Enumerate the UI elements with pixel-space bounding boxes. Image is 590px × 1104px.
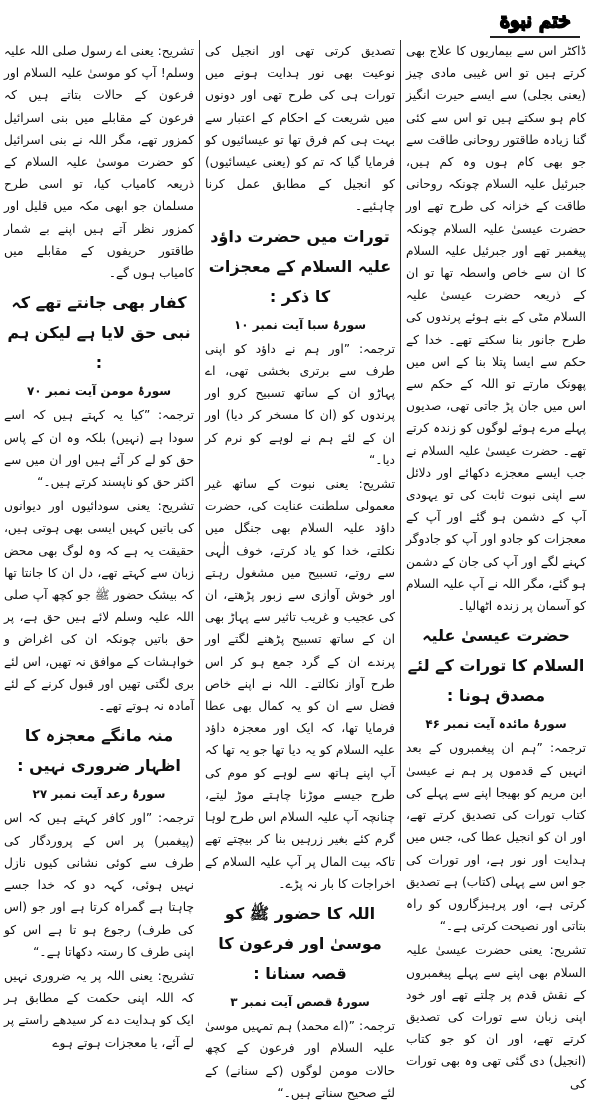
translation-paragraph: ترجمہ: ”کیا یہ کہتے ہیں کہ اسے سودا ہے (نہیں) بلکہ وہ ان کے پاس حق کو لے کر آئے ہیں اور ان میں سے اکثر حق کو ناپسند کرتے ہیں۔“ [4,408,194,490]
masthead-logo [490,6,580,38]
section-heading: حضرت عیسیٰ علیہ السلام کا تورات کے لئے مصدق ہونا : [407,626,585,706]
section-heading: منہ مانگے معجزہ کا اظہار ضروری نہیں : [17,726,181,776]
column-right [406,40,586,1091]
commentary-paragraph: تشریح: یعنی حضرت عیسیٰ علیہ السلام بھی اپنے سے پہلے پیغمبروں کے نقش قدم پر چلتے تھے اور خود اپنی زبان سے تورات کی تصدیق کرتے تھے، اور ان کو جو کتاب (انجیل) دی گئی تھی وہ بھی تورات کی [406,943,586,1091]
section-heading: تورات میں حضرت داؤد علیہ السلام کے معجزات کا ذکر : [208,226,392,306]
verse-reference: سورۂ قصص آیت نمبر ۳ [230,994,370,1009]
verse-reference: سورۂ مومن آیت نمبر ۷۰ [26,384,172,399]
paragraph: تصدیق کرتی تھی اور انجیل کی نوعیت بھی نور ہدایت ہونے میں تورات ہی کی طرح تھی اور دونوں میں شریعت کے احکام کے اعتبار سے بہت ہی کم فرق تھا تو عیسائیوں کو فرمایا گیا کہ تم کو (یعنی عیسائیوں) کو انجیل کے مطابق عمل کرنا چاہئیے۔ [205,44,395,214]
verse-reference: سورۂ سبا آیت نمبر ۱۰ [233,317,367,332]
commentary-paragraph: تشریح: یعنی اللہ پر یہ ضروری نہیں کہ اللہ اپنی حکمت کے مطابق ہر ایک کو ہدایت دے کر سیدھے راستے پر لے آئے، یا معجزات ہوتے ہوے [4,968,194,1050]
masthead-title: ختم نبوة [499,8,571,32]
column-divider [400,40,401,871]
translation-paragraph: ترجمہ: ”(اے محمد) ہم تمہیں موسیٰ علیہ السلام اور فرعون کے کچھ حالات مومن لوگوں (کے سنانے) کے لئے صحیح سناتے ہیں۔“ [205,1019,395,1100]
commentary-paragraph: تشریح: یعنی نبوت کے ساتھ غیر معمولی سلطنت عنایت کی، حضرت داؤد علیہ السلام بھی جنگل میں نکلتے، خدا کو یاد کرتے، خوف الٰہی سے روتے، تسبیح میں مشغول رہتے اور خوش آوازی سے زبور پڑھتے، ان کی عجیب و غریب تاثیر سے پہاڑ بھی ان کے ساتھ تسبیح پڑھنے لگتے اور پرندے ان کے گرد جمع ہو کر اس طرح آواز نکالتے۔ اللہ نے اپنے خاص فضل سے ان کو یہ کمال بھی عطا فرمایا تھا، کہ ایک اور معجزہ داؤد علیہ السلام کو یہ دیا تھا جو یہ تھا کہ آپ اپنے ہاتھ سے لوہے کو موم کی طرح جیسے موڑنا چاہتے موڑ لیتے، چنانچہ آپ علیہ السلام اس طرح لوہا گرم کئے بغیر زرہیں بنا کر بیچتے تھے تاکہ بیت المال پر آپ علیہ السلام کے اخراجات کا بار نہ پڑے۔ [205,477,395,891]
commentary-paragraph: تشریح: یعنی سودائیوں اور دیوانوں کی باتیں کہیں ایسی بھی ہوتی ہیں، حقیقت یہ ہے کہ وہ لوگ بھی محض زبان سے کہتے تھے، دل ان کا جانتا تھا کہ بیشک حضور ﷺ جو کچھ آپ صلی اللہ علیہ وسلم لائے ہیں حق ہے، پر حق باتیں چونکہ ان کی اغراض و خواہشات کے موافق نہ تھیں، اس لئے بری لگتی تھیں اور قبول کرنے کے لئے آمادہ نہ ہوتے تھے۔ [4,499,194,714]
commentary-paragraph: تشریح: یعنی اے رسول صلی اللہ علیہ وسلم! آپ کو موسیٰ علیہ السلام اور فرعون کے حالات بتاتے ہیں کہ فرعون کے مقابلے میں بنی اسرائیل کمزور تھے، مگر اللہ نے بنی اسرائیل کو حضرت موسیٰ علیہ السلام کے ذریعہ کامیاب کیا، تو اسی طرح مسلمان جو ابھی مکہ میں قلیل اور کمزور نظر آتے ہیں اپنے بے شمار طاقتور حریفوں کے مقابلے میں کامیاب ہوں گے۔ [4,44,194,281]
translation-paragraph: ترجمہ: ”اور کافر کہتے ہیں کہ اس (پیغمبر) پر اس کے پروردگار کی طرف سے کوئی نشانی کیوں نازل نہیں ہوئی، کہہ دو کہ خدا جسے چاہتا ہے گمراہ کرتا ہے اور جو (اس کی طرف) رجوع ہو تا ہے اس کو اپنی طرف کا رستہ دکھاتا ہے۔“ [4,811,194,959]
section-heading: اللہ کا حضور ﷺ کو موسیٰ اور فرعون کا قصہ سنانا : [218,903,382,983]
column-divider [199,40,200,871]
column-left [4,40,194,1050]
section-heading: کفار بھی جانتے تھے کہ نبی حق لایا ہے لیکن ہم : [7,293,191,373]
verse-reference: سورۂ رعد آیت نمبر ۲۷ [32,787,166,802]
column-middle [205,40,395,1100]
verse-reference: سورۂ مائدہ آیت نمبر ۴۶ [425,717,567,732]
paragraph: ڈاکٹر اس سے بیماریوں کا علاج بھی کرتے ہیں تو اس غیبی مادی چیز (یعنی بجلی) سے ایسے حیرت انگیز کام ہو سکتے ہیں تو اس سے کئی گنا زیادہ طاقتور روحانی طاقت سے جو بھی کام ہوں وہ کم ہیں، جبرئیل علیہ السلام چونکہ روحانی طاقت کے خزانہ کی طرح تھے اور حضرت عیسیٰ علیہ السلام چونکہ پیغمبر تھے اور جبرئیل علیہ السلام کا ان سے خاص واسطہ تھا تو ان کے ذریعہ حضرت عیسیٰ علیہ السلام مٹی کے بنے ہوئے پرندوں کی طرح جانور بنا سکتے تھے۔ خدا کے حکم سے ایسا پتلا بنا کے اس میں پھونک مارتے تو اللہ کے حکم سے اس میں جان پڑ جاتی تھی، صدیوں پہلے مرے ہوئے لوگوں کو زندہ کرتے تھے۔ حضرت عیسیٰ علیہ السلام نے جب ایسے معجزے دکھائے اور دلائل سے اپنی نبوت ثابت کی تو یہودی آپ کے دشمن ہو گئے اور آپ کے معجزات کو جادو اور آپ کو جادوگر کہنے لگے اور آپ کی جان کے دشمن ہو گئے، مگر اللہ نے آپ علیہ السلام کو آسمان پر زندہ اٹھالیا۔ [406,44,586,614]
translation-paragraph: ترجمہ: ”ہم ان پیغمبروں کے بعد انہیں کے قدموں پر ہم نے عیسیٰ ابن مریم کو بھیجا اپنے سے پہلے کی کتاب تورات کی تصدیق کرتے تھے، اور ان کو انجیل عطا کی، جس میں ہدایت اور نور ہے، اور تورات کی جو اس سے پہلی (کتاب) ہے تصدیق کرتی ہے، اور پرہیزگاروں کو راہ بتاتی اور نصیحت کرتی ہے۔“ [406,741,586,934]
translation-paragraph: ترجمہ: ”اور ہم نے داؤد کو اپنی طرف سے برتری بخشی تھی، اے پہاڑو ان کے ساتھ تسبیح کرو اور پرندوں کو (ان کا مسخر کر دیا) اور ان کے لئے ہم نے لوہے کو نرم کر دیا۔“ [205,341,395,467]
